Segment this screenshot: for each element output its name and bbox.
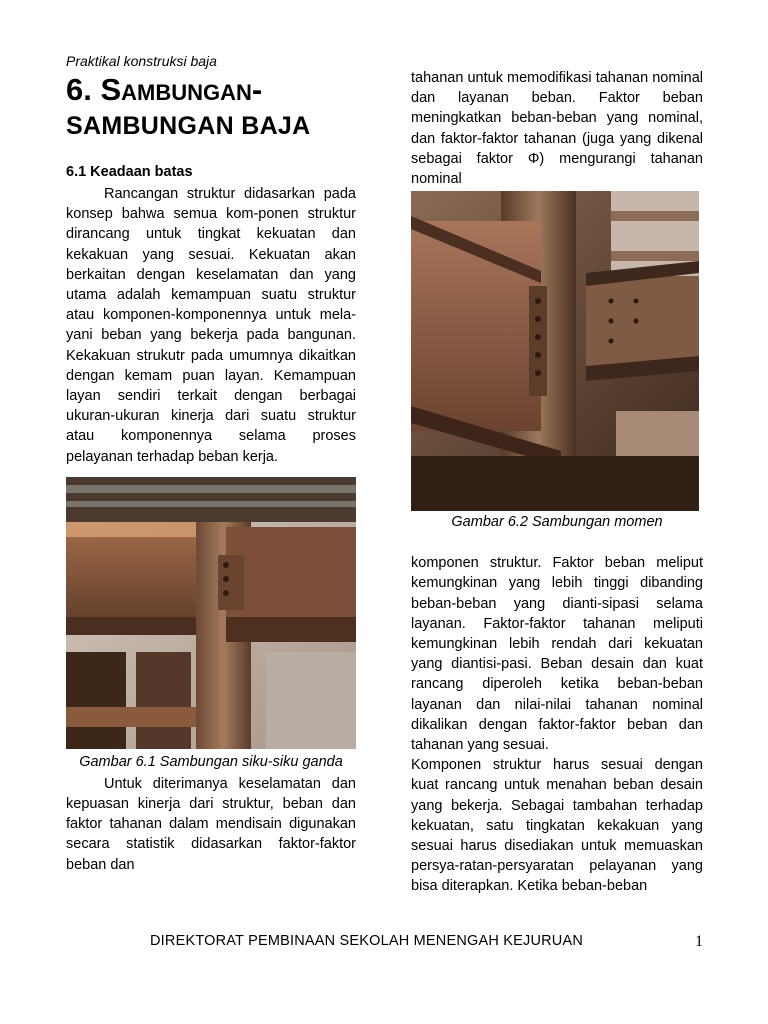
section-heading: 6.1 Keadaan batas [66,164,193,180]
paragraph-2: Untuk diterimanya keselamatan dan kepuasan kinerja dari struktur, beban dan faktor tahanan dalam mendisain digunakan secara statistik didasarkan faktor-faktor beban dan [66,775,356,873]
footer-text: DIREKTORAT PEMBINAAN SEKOLAH MENENGAH KEJURUAN [150,933,584,949]
running-title: Praktikal konstruksi baja [66,53,217,69]
right-paragraph-2: komponen struktur. Faktor beban meliput kemungkinan yang lebih tinggi dibanding beban-beban yang dianti-sipasi selama layanan. Faktor-faktor tahanan meliputi kemungkinan lebih rendah dari kekuatan yang diantisi-pasi. Beban desain dan kuat rancang diperoleh ketika beban-beban layanan dan nilai-nilai tahanan nominal dikalikan dengan faktor-faktor beban dan tahanan yang sesuai. [411,555,703,754]
chapter-title-text1: Sambungan- [100,72,263,107]
right-paragraph-1: tahanan untuk memodifikasi tahanan nominal dan layanan beban. Faktor beban meningkatkan beban-beban yang nominal, dan faktor-faktor tahanan (juga yang dikenal sebagai faktor Φ) mengurangi tahanan nominal [411,70,703,188]
chapter-title-line1 [66,72,356,108]
paragraph-1: Rancangan struktur didasarkan pada konsep bahwa semua kom-ponen struktur dirancang untuk tingkat kekuatan dan kekakuan yang sesuai. Kekuatan akan berkaitan dengan keselamatan dan yang utama adalah kemampuan suatu struktur atau komponen-komponennya untuk mela-yani beban yang bekerja pada bangunan. Kekakuan strukutr pada umumnya dikaitkan dengan kemam puan layan. Kemampuan layan sendiri terkait dengan berbagai ukuran-ukuran kinerja dari suatu struktur atau komponennya selama proses pelayanan terhadap beban kerja. [66,186,356,465]
figure-1-caption: Gambar 6.1 Sambungan siku-siku ganda [79,753,343,770]
left-column [66,52,356,875]
right-column [411,68,703,897]
steel-moment-connection-image [411,191,699,511]
figure-2-caption: Gambar 6.2 Sambungan momen [451,514,663,531]
right-paragraph-3: Komponen struktur harus sesuai dengan kuat rancang untuk menahan beban desain yang bekerja. Sebagai tambahan terhadap kekuatan, satu tingkatan kekakuan yang sesuai harus disediakan untuk memuaskan persya-ratan-persyaratan pelayanan yang bisa diterapkan. Ketika beban-beban [411,757,703,895]
page-number: 1 [695,933,703,950]
steel-double-angle-connection-image [66,477,356,749]
figure-1-photo [66,477,356,749]
figure-2-photo [411,191,699,511]
chapter-title-line2: SAMBUNGAN BAJA [66,112,311,140]
chapter-number: 6. [66,72,92,107]
chapter-title [66,72,356,144]
